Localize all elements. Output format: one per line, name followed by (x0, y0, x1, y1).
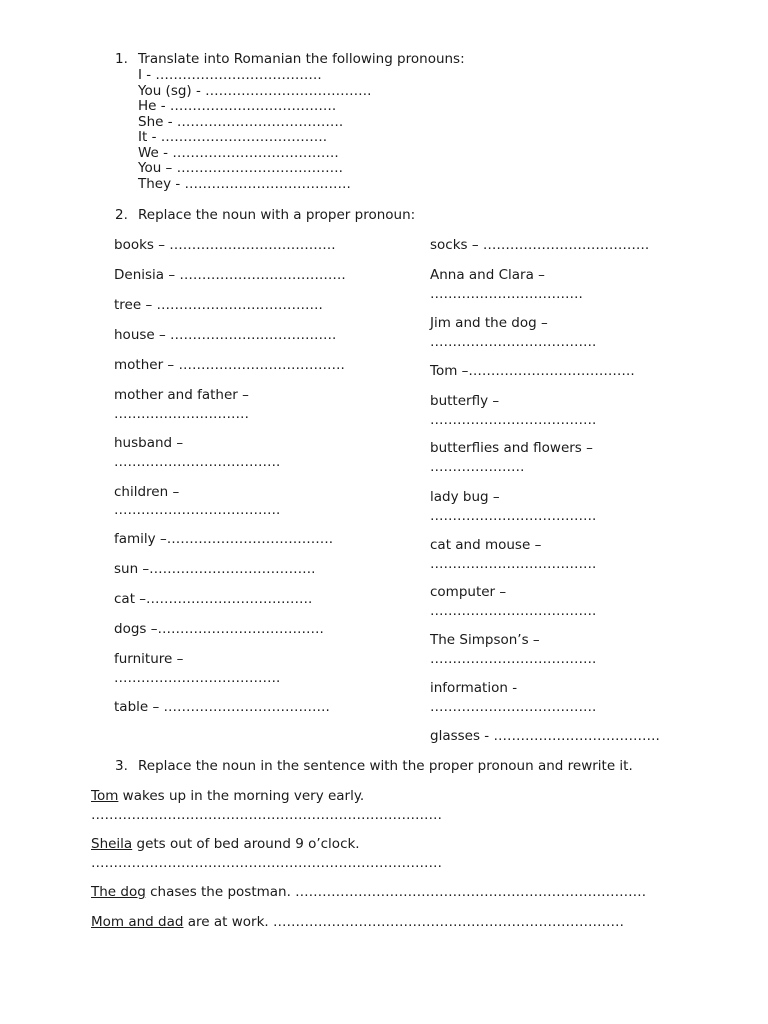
noun-item: cat –………………………………. (114, 591, 313, 607)
pronoun-item: You (sg) - ………………………………. (138, 83, 372, 99)
pronoun-item: They - ………………………………. (138, 176, 351, 192)
pronoun-item: I - ………………………………. (138, 67, 322, 83)
noun-item: books – ………………………………. (114, 237, 336, 253)
exercise-2-title: Replace the noun with a proper pronoun: (138, 207, 416, 223)
noun-item: Jim and the dog – (430, 315, 548, 331)
exercise-1-title: Translate into Romanian the following pronouns: (138, 51, 465, 67)
noun-answer-line: ………………………………. (114, 454, 281, 470)
noun-answer-line: ………………… (430, 459, 525, 475)
noun-item: furniture – (114, 651, 184, 667)
noun-item: family –………………………………. (114, 531, 333, 547)
noun-item: information - (430, 680, 518, 696)
noun-item: glasses - ………………………………. (430, 728, 660, 744)
sentence (91, 788, 364, 804)
noun-item: lady bug – (430, 489, 500, 505)
noun-answer-line: ………………………………. (114, 502, 281, 518)
noun-item: butterflies and flowers – (430, 440, 593, 456)
pronoun-item: He - ………………………………. (138, 98, 337, 114)
exercise-1-number: 1. (115, 51, 128, 67)
noun-answer-line: ………………………………. (430, 603, 597, 619)
noun-item: Denisia – ………………………………. (114, 267, 346, 283)
pronoun-item: We - ………………………………. (138, 145, 339, 161)
sentence-subject: Sheila (91, 836, 133, 852)
sentence-rest: wakes up in the morning very early. (118, 788, 365, 804)
sentence (91, 914, 624, 930)
noun-item: dogs –………………………………. (114, 621, 324, 637)
exercise-2-number: 2. (115, 207, 128, 223)
noun-item: tree – ………………………………. (114, 297, 323, 313)
noun-item: cat and mouse – (430, 537, 542, 553)
noun-item: house – ………………………………. (114, 327, 337, 343)
exercise-3-title: Replace the noun in the sentence with the proper pronoun and rewrite it. (138, 758, 633, 774)
noun-answer-line: ………………………………. (430, 556, 597, 572)
sentence-subject: Mom and dad (91, 914, 184, 930)
sentence-answer-line: …………………………………………………………………… (91, 807, 442, 823)
noun-answer-line: ………………………………. (114, 670, 281, 686)
sentence-subject: Tom (91, 788, 119, 804)
sentence-rest: chases the postman. …………………………………………………………………… (145, 884, 647, 900)
noun-item: table – ………………………………. (114, 699, 330, 715)
noun-item: computer – (430, 584, 507, 600)
sentence-answer-line: …………………………………………………………………… (91, 855, 442, 871)
noun-answer-line: ………………………………. (430, 508, 597, 524)
noun-item: husband – (114, 435, 184, 451)
exercise-3-number: 3. (115, 758, 128, 774)
noun-item: mother – ………………………………. (114, 357, 345, 373)
noun-answer-line: ……………………………. (430, 286, 583, 302)
noun-answer-line: ………………………………. (430, 412, 597, 428)
pronoun-item: She - ………………………………. (138, 114, 344, 130)
noun-item: socks – ………………………………. (430, 237, 650, 253)
noun-item: Tom –………………………………. (430, 363, 635, 379)
sentence-rest: are at work. …………………………………………………………………… (183, 914, 624, 930)
noun-item: Anna and Clara – (430, 267, 545, 283)
noun-item: sun –………………………………. (114, 561, 316, 577)
sentence (91, 884, 646, 900)
pronoun-item: It - ………………………………. (138, 129, 328, 145)
noun-item: children – (114, 484, 180, 500)
noun-item: mother and father – (114, 387, 249, 403)
noun-answer-line: ………………………………. (430, 334, 597, 350)
noun-answer-line: ………………………………. (430, 651, 597, 667)
noun-answer-line: ………………………… (114, 406, 249, 422)
noun-answer-line: ………………………………. (430, 699, 597, 715)
noun-item: butterfly – (430, 393, 500, 409)
pronoun-item: You – ………………………………. (138, 160, 343, 176)
noun-item: The Simpson’s – (430, 632, 540, 648)
sentence-rest: gets out of bed around 9 o’clock. (132, 836, 360, 852)
sentence-subject: The dog (91, 884, 146, 900)
sentence (91, 836, 360, 852)
